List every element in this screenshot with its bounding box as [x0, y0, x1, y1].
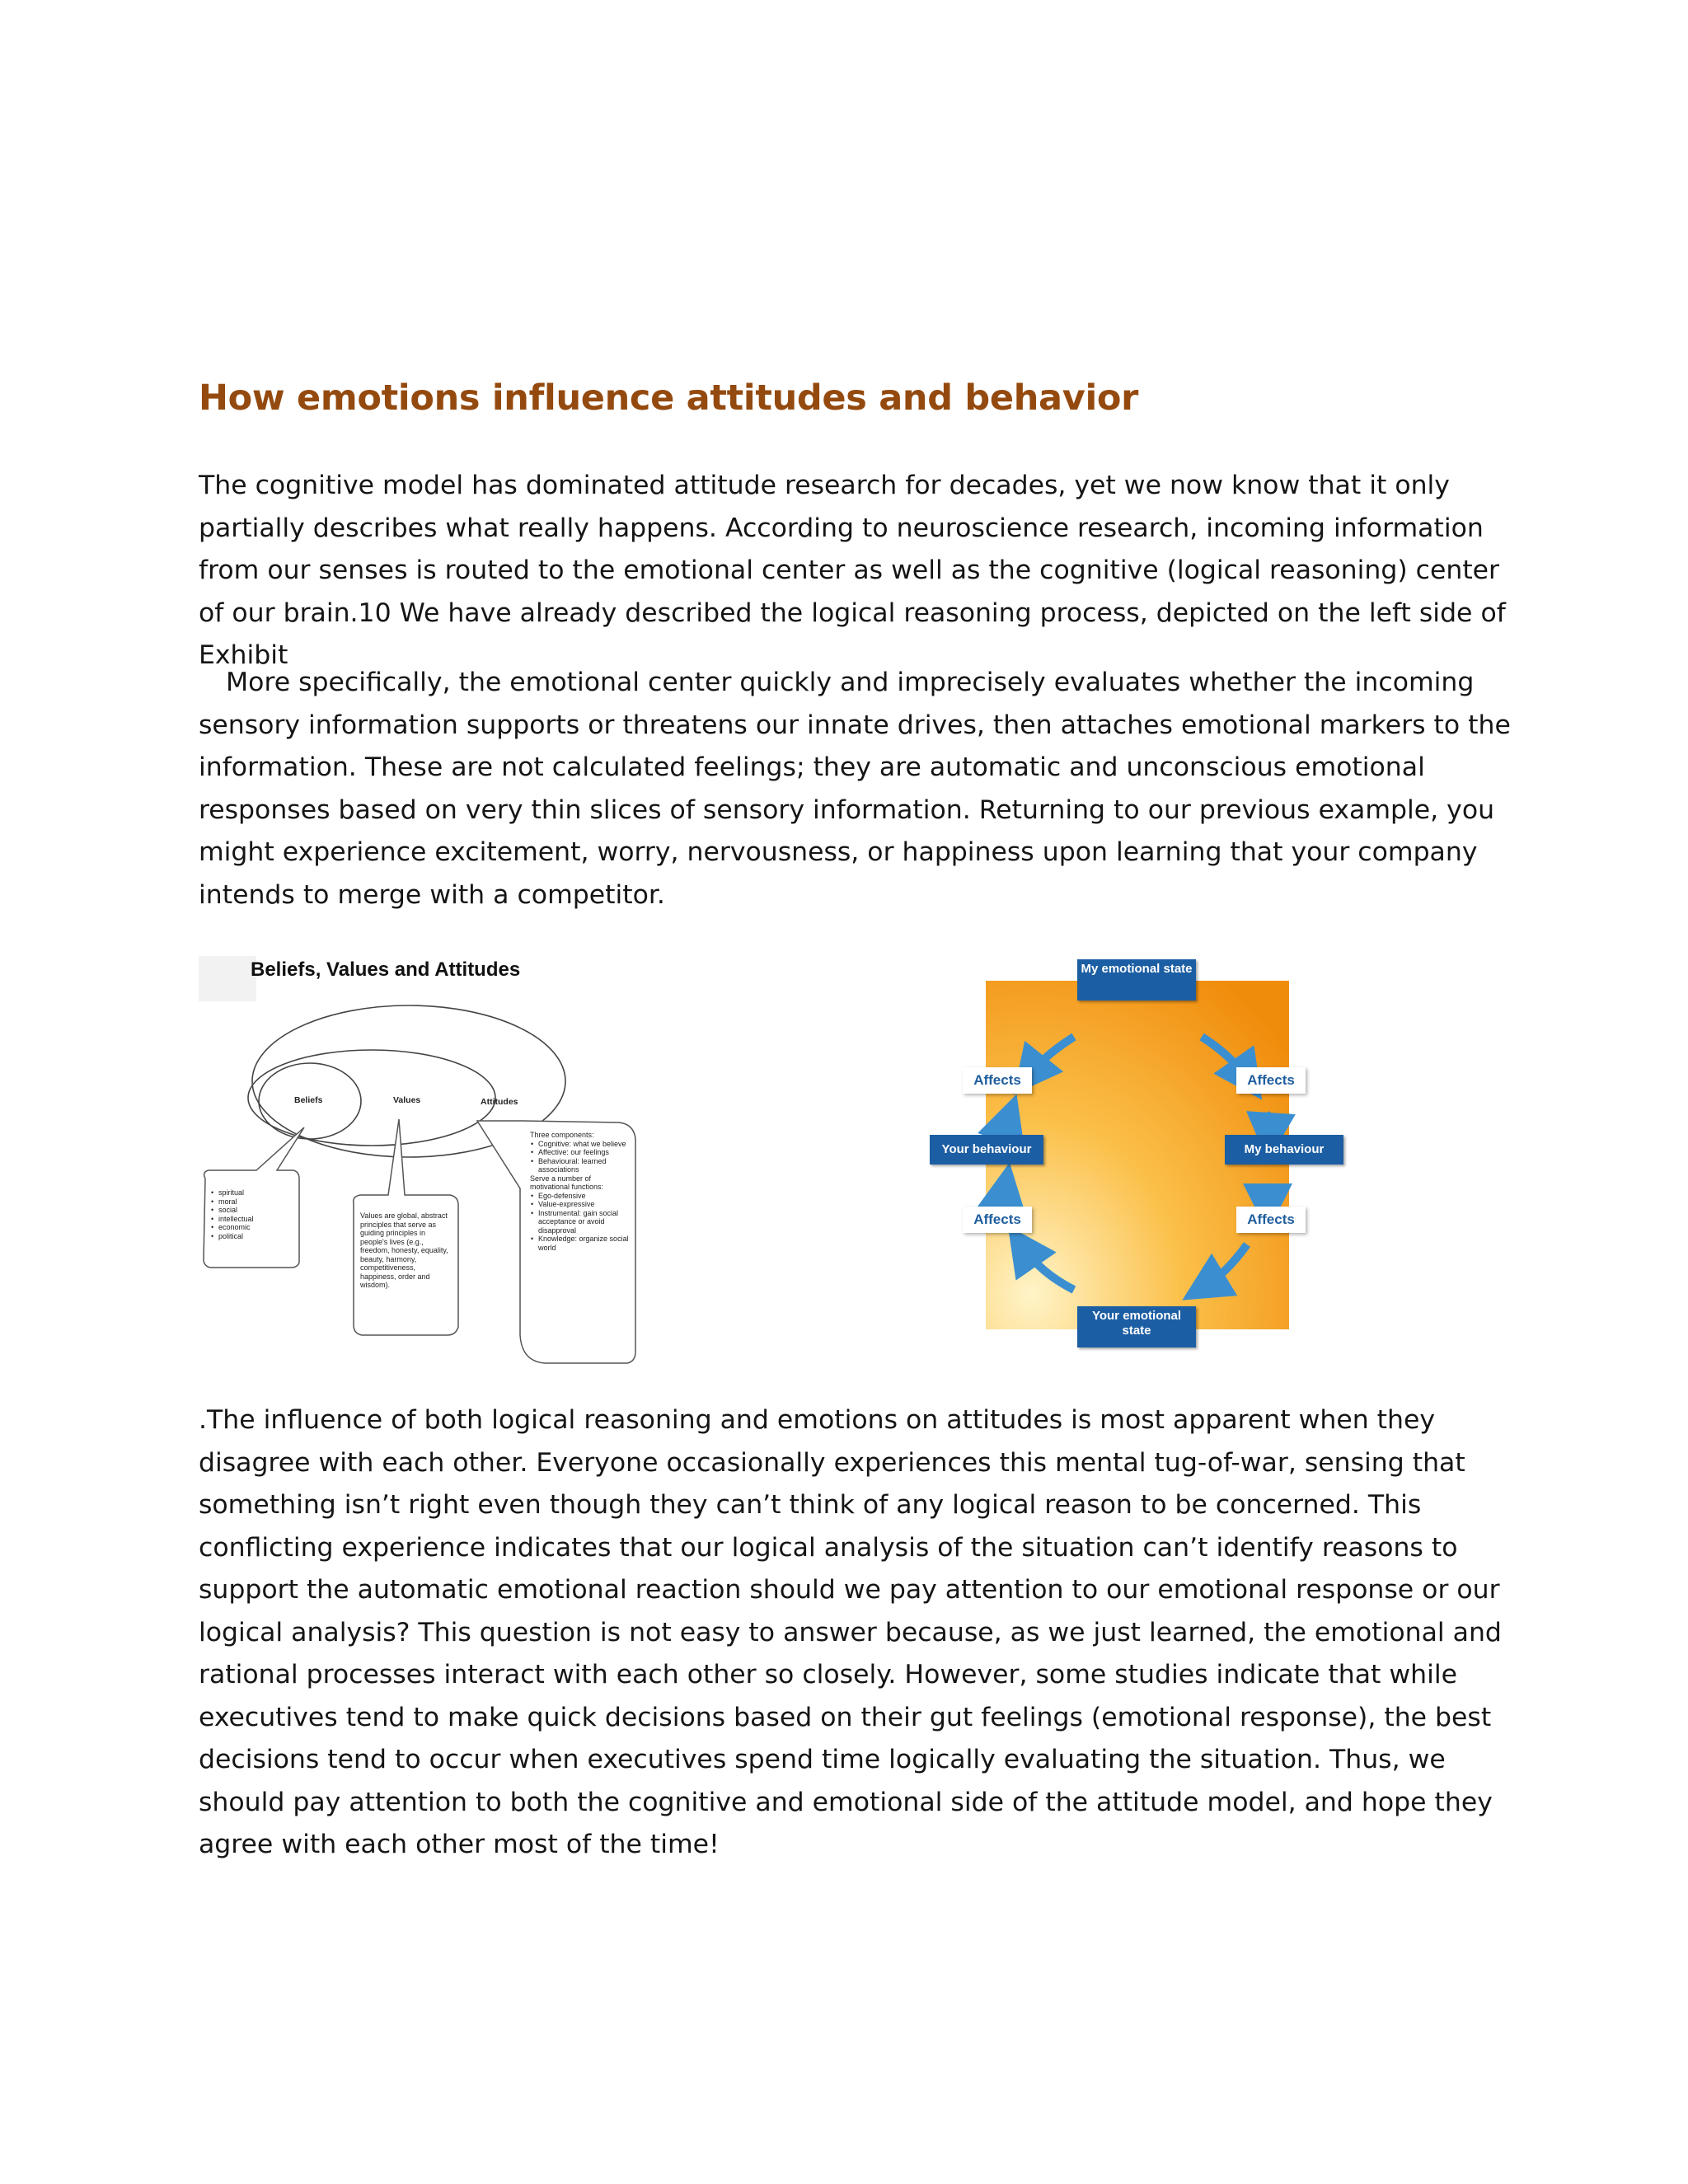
- affects-label-bottom-left: Affects: [963, 1207, 1032, 1233]
- values-description-box: Values are global, abstract principles that serve as guiding principles in people's lives (e.g., freedom, honesty, equality, beauty, harmony, competitiveness, happiness, order and wisdom).: [360, 1212, 448, 1289]
- attitudes-functions-heading: Serve a number of motivational functions:: [530, 1174, 604, 1191]
- attitudes-label: Attitudes: [481, 1097, 518, 1107]
- affects-label-top-right: Affects: [1236, 1067, 1306, 1094]
- attitudes-component-item: • Behavioural: learned associations: [538, 1157, 632, 1174]
- emotional-cycle-figure: [930, 956, 1350, 1352]
- beliefs-list-box: [210, 1188, 296, 1240]
- beliefs-list-item: • intellectual: [218, 1215, 296, 1224]
- attitudes-function-item: • Instrumental: gain social acceptance or avoid disapproval: [538, 1209, 632, 1235]
- your-behaviour-box: Your behaviour: [930, 1135, 1043, 1165]
- beliefs-list-item: • spiritual: [218, 1188, 296, 1197]
- figure-title: Beliefs, Values and Attitudes: [251, 958, 521, 981]
- paragraph-conflict: .The influence of both logical reasoning and emotions on attitudes is most apparent when they disagree with each other. Everyone occasionally experiences this mental tug-of-war, sensing that something isn’t right even though they can’t think of any logical reason to be concerned. This conflicting experience indicates that our logical analysis of the situation can’t identify reasons to support the automatic emotional reaction should we pay attention to our emotional response or our logical analysis? This question is not easy to answer because, as we just learned, the emotional and rational processes interact with each other so closely. However, some studies indicate that while executives tend to make quick decisions based on their gut feelings (emotional response), the best decisions tend to occur when executives spend time logically evaluating the situation. Thus, we should pay attention to both the cognitive and emotional side of the attitude model, and hope they agree with each other most of the time!: [199, 1405, 1502, 1859]
- attitudes-function-item: • Ego-defensive: [538, 1192, 632, 1201]
- attitudes-component-item: • Cognitive: what we believe: [538, 1140, 632, 1149]
- beliefs-label: Beliefs: [294, 1095, 323, 1105]
- my-emotional-state-box: My emotional state: [1077, 959, 1196, 1001]
- affects-label-top-left: Affects: [963, 1067, 1032, 1094]
- beliefs-list-item: • political: [218, 1232, 296, 1241]
- attitudes-components-heading: Three components:: [530, 1131, 594, 1139]
- attitudes-description-box: [530, 1131, 632, 1252]
- attitudes-component-item: • Affective: our feelings: [538, 1148, 632, 1157]
- paragraph-intro: The cognitive model has dominated attitude research for decades, yet we now know that it only partially describes what really happens. According to neuroscience research, incoming information from our senses is routed to the emotional center as well as the cognitive (logical reasoning) center of our brain.10 We have already described the logical reasoning process, depicted on the left side of Exhibit: [199, 471, 1506, 670]
- beliefs-list-item: • economic: [218, 1223, 296, 1232]
- attitudes-function-item: • Knowledge: organize social world: [538, 1235, 632, 1252]
- beliefs-list-item: • social: [218, 1206, 296, 1215]
- page-title: How emotions influence attitudes and behavior: [199, 377, 1139, 419]
- paragraph-emotional-center: More specifically, the emotional center quickly and imprecisely evaluates whether the incoming sensory information supports or threatens our innate drives, then attaches emotional markers to the information. These are not calculated feelings; they are automatic and unconscious emotional responses based on very thin slices of sensory information. Returning to our previous example, you might experience excitement, worry, nervousness, or happiness upon learning that your company intends to merge with a competitor.: [199, 668, 1511, 910]
- your-emotional-state-box: Your emotional state: [1077, 1306, 1196, 1347]
- affects-label-bottom-right: Affects: [1236, 1207, 1306, 1233]
- beliefs-list-item: • moral: [218, 1197, 296, 1207]
- values-label: Values: [393, 1095, 421, 1105]
- attitudes-function-item: • Value-expressive: [538, 1200, 632, 1209]
- beliefs-values-attitudes-figure: [199, 956, 644, 1368]
- my-behaviour-box: My behaviour: [1225, 1135, 1343, 1165]
